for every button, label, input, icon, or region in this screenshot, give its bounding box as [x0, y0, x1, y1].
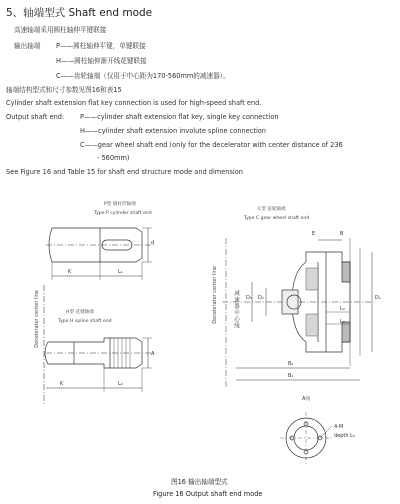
figure-c-title-en: Type C gear wheel shaft end — [244, 216, 310, 221]
figure-c-dim-b: B — [340, 231, 344, 237]
figure-c-dim-b1: B₁ — [288, 373, 294, 379]
detail-a-note-2: depth L₅ — [334, 433, 355, 439]
figure-p-dim-k: K — [68, 269, 72, 275]
english-type-c: C——gear wheel shaft end (only for the decelerator with center distance of 236 — [80, 141, 343, 149]
figure-caption-cn: 图16 输出轴端型式 — [171, 478, 228, 486]
figure-h-title-cn: H型 花键轴端 — [66, 310, 94, 315]
figure-h-dim-a: A — [151, 351, 155, 357]
figure-p-title-en: Type P cylinder shaft end — [94, 211, 152, 216]
figure-c-drawing — [222, 238, 392, 388]
detail-a-note-1: 4-M — [334, 424, 344, 430]
detail-a-drawing — [280, 408, 340, 468]
english-type-p: P——cylinder shaft extension flat key, single key connection — [80, 113, 279, 121]
right-axis-label-cn: 减速器中心线 — [233, 290, 239, 329]
type-p-text-cn: P——圆柱轴伸平键，单键联接 — [56, 42, 146, 50]
type-h-text-cn: H——圆柱轴伸渐开线花键联接 — [56, 57, 147, 65]
figure-c-dim-d1: D₁ — [375, 295, 381, 301]
figure-h-title-en: Type H spline shaft end — [58, 319, 112, 324]
figure-h-dim-l2: L₂ — [118, 381, 123, 387]
intro-text: 高速轴端采用圆柱轴伸平键联接 — [14, 26, 107, 34]
english-type-c-cont: - 560mm) — [97, 154, 130, 162]
output-label: 输出轴端 — [14, 42, 41, 50]
section-title: 5、轴端型式 Shaft end mode — [6, 7, 153, 19]
reference-text-cn: 轴端结构型式和尺寸参数见图16和表15 — [6, 86, 122, 94]
figure-c-dim-b2: B₂ — [288, 361, 294, 367]
figure-c-dim-e: E — [312, 231, 316, 237]
figure-p-dim-l1: L₁ — [118, 269, 123, 275]
figure-p-dim-d: d — [151, 240, 155, 246]
left-axis-label-en: Decelerator center line — [34, 290, 40, 348]
right-axis-label-en: Decelerator center line — [212, 266, 218, 324]
english-reference: See Figure 16 and Table 15 for shaft end structure mode and dimension — [6, 168, 243, 176]
english-line-1: Cylinder shaft extension flat key connection is used for high-speed shaft end. — [6, 99, 262, 107]
figure-c-dim-l3: L₃ — [340, 306, 345, 312]
figure-h-dim-k: K — [60, 381, 64, 387]
figure-c-title-cn: C型 齿轮轴端 — [258, 207, 286, 212]
english-output-label: Output shaft end: — [6, 113, 65, 121]
figure-c-dim-d2: D₂ — [258, 295, 264, 301]
figure-caption-en: Figure 16 Output shaft end mode — [153, 490, 263, 498]
figure-p-title-cn: P型 圆柱形轴端 — [104, 202, 136, 207]
type-c-text-cn: C——齿轮轴端（仅用于中心距为170-560mm的减速器）。 — [56, 72, 230, 80]
figure-c-dim-d3: D₃ — [246, 295, 252, 301]
figure-p-drawing — [44, 218, 164, 290]
figure-c-dim-l4: L₄ — [340, 319, 345, 325]
english-type-h: H——cylinder shaft extension involute spline connection — [80, 127, 266, 135]
figure-h-drawing — [44, 330, 164, 402]
detail-a-label: A向 — [302, 396, 311, 402]
